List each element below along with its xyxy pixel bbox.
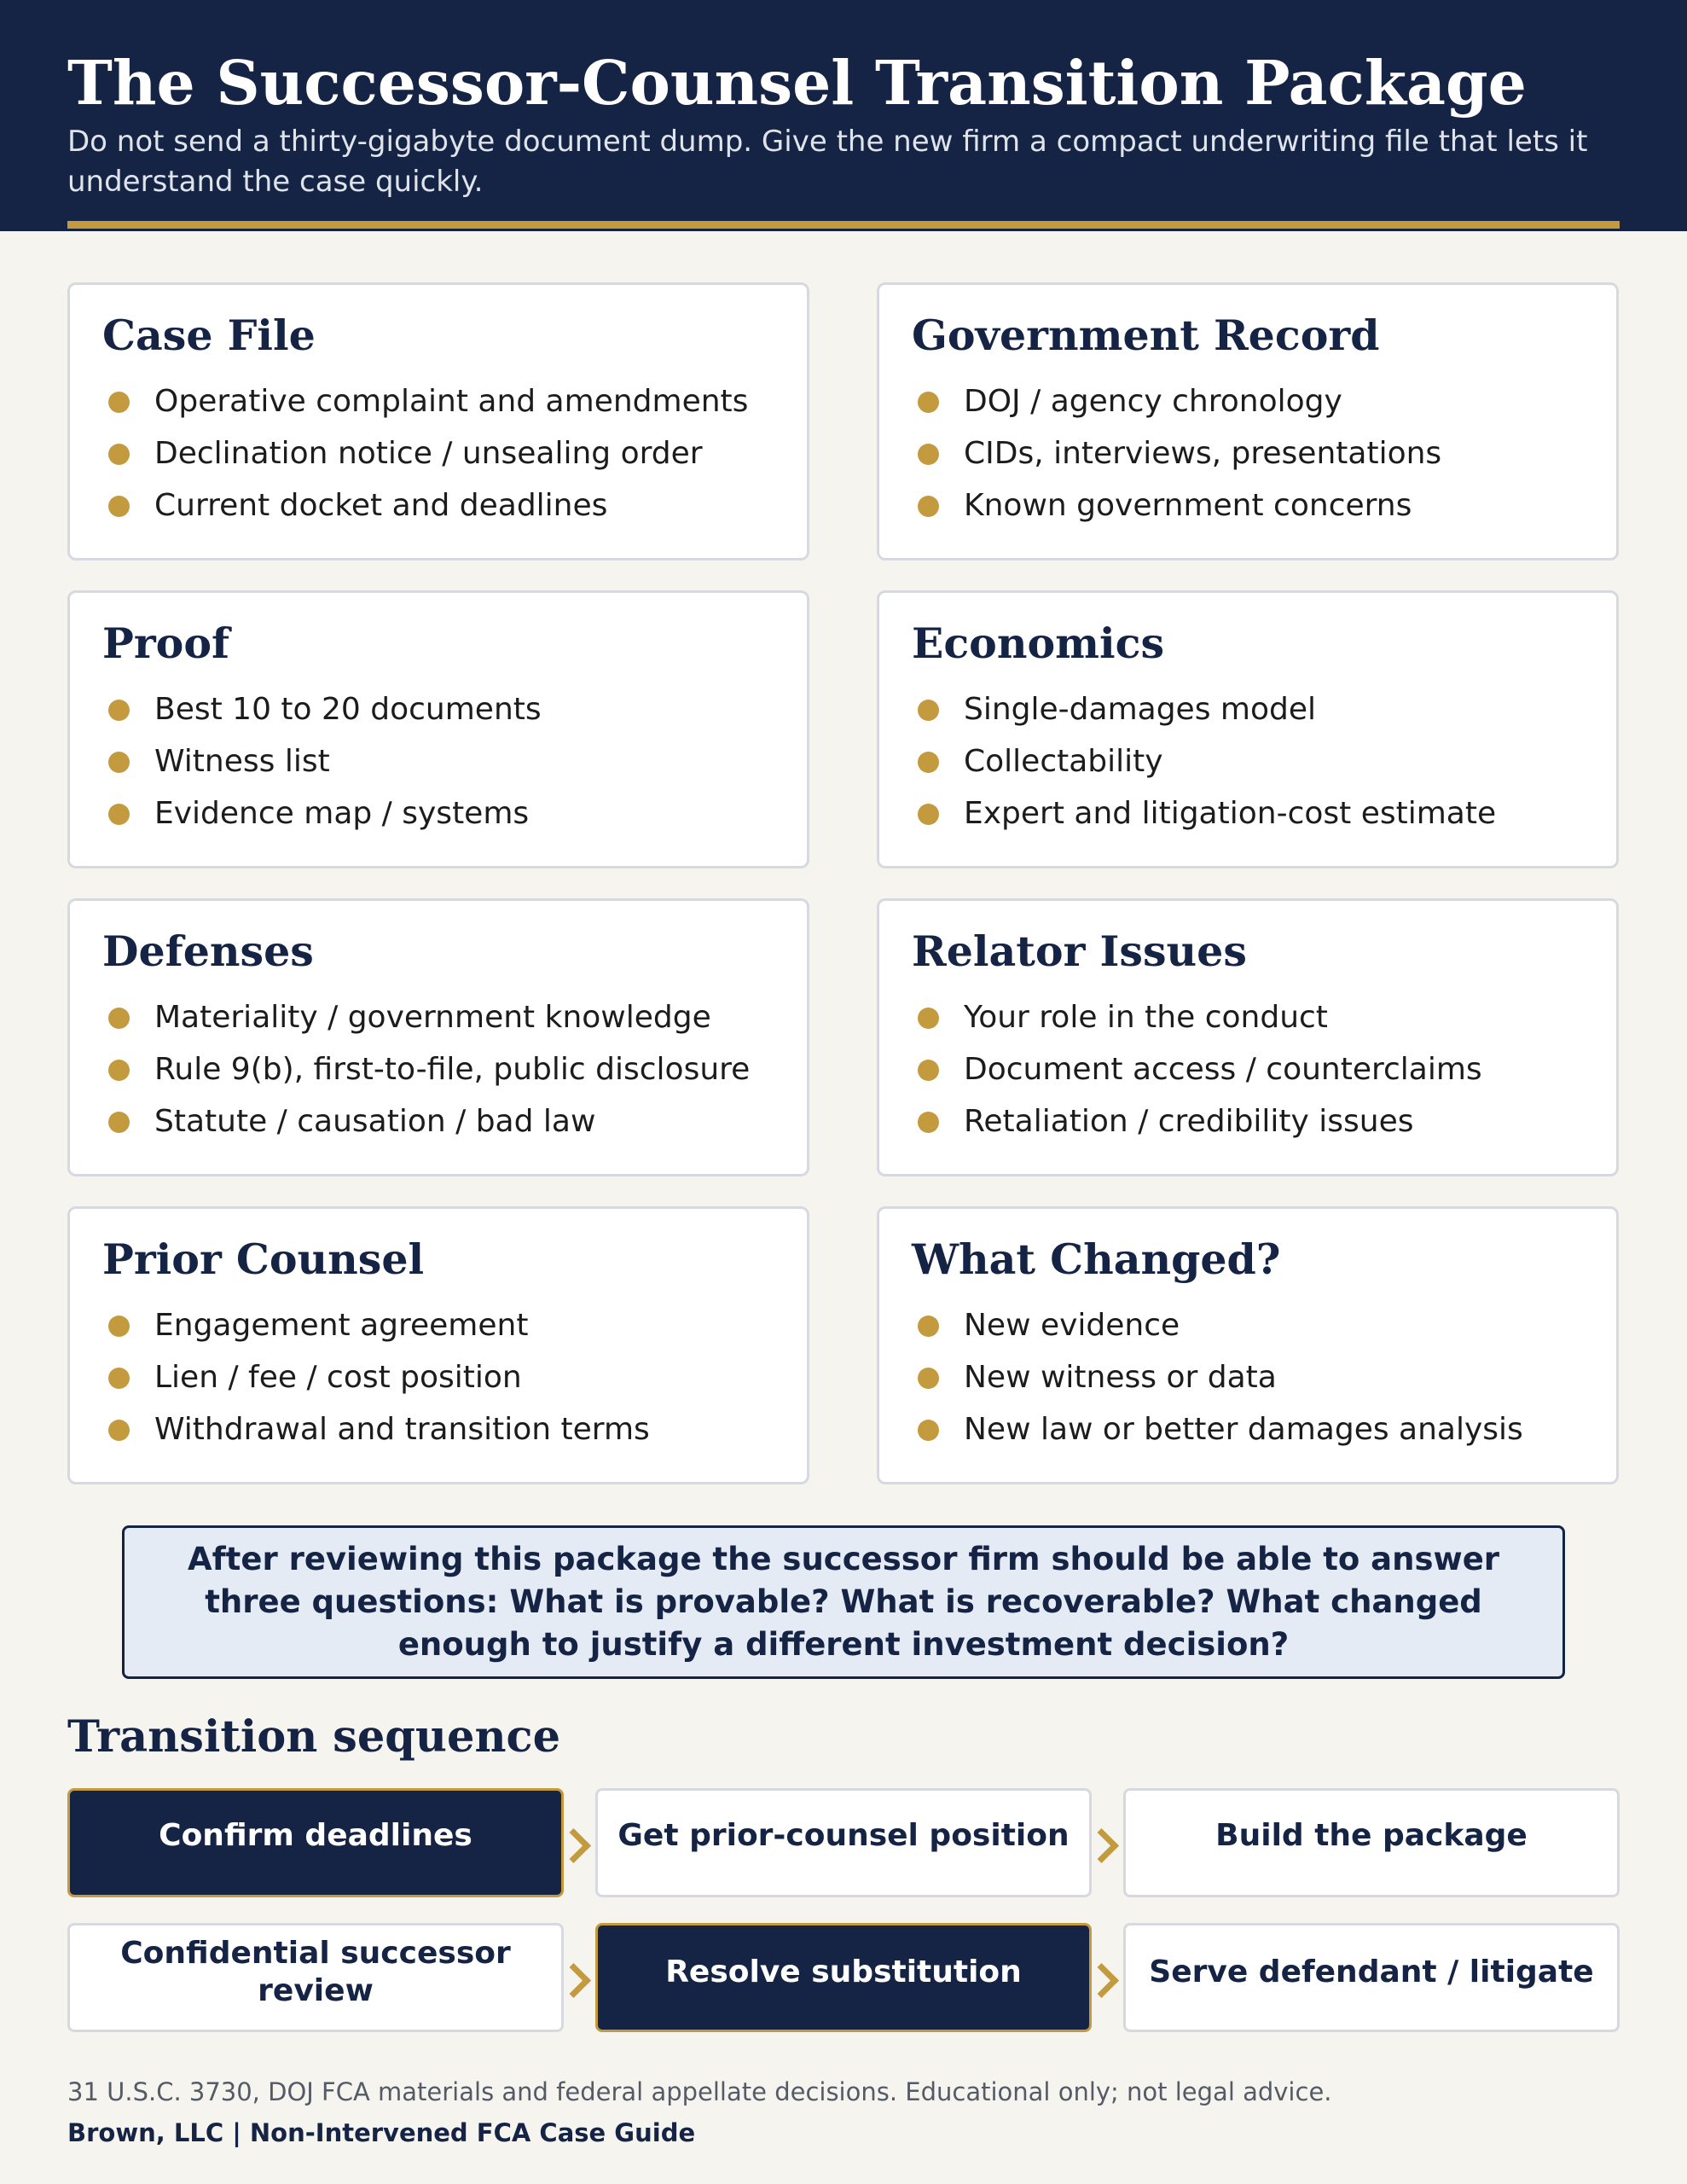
step-get-prior-counsel-position [595,1788,1092,1897]
step-resolve-substitution [595,1923,1092,2032]
bullet-dot-icon [918,444,939,465]
card-proof [67,590,809,868]
key-questions-callout [122,1525,1565,1679]
sequence-heading: Transition sequence [67,1711,561,1763]
list-item-text: Withdrawal and transition terms [154,1412,650,1447]
bullet-dot-icon [918,1316,939,1337]
bullet-dot-icon [108,444,130,465]
list-item-text: New witness or data [964,1360,1277,1395]
page-header [0,0,1687,231]
bullet-dot-icon [108,1368,130,1389]
list-item-text: Best 10 to 20 documents [154,692,542,727]
card-government-record [877,282,1619,561]
card-defenses [67,898,809,1176]
list-item-text: Document access / counterclaims [964,1052,1482,1087]
list-item-text: CIDs, interviews, presentations [964,436,1442,471]
callout-text: After reviewing this package the successor firm should be able to answer three questions: What is provable? What is recoverable? What changed enough to justify a different investment decision? [187,1541,1500,1663]
step-serve-defendant-litigate [1123,1923,1620,2032]
list-item-text: Rule 9(b), first-to-file, public disclosure [154,1052,751,1087]
list-item-text: New evidence [964,1308,1180,1343]
bullet-dot-icon [108,496,130,517]
card-title: Case File [102,311,316,360]
bullet-dot-icon [918,1060,939,1081]
list-item-text: New law or better damages analysis [964,1412,1523,1447]
list-item-text: Your role in the conduct [964,1000,1328,1035]
step-label: Serve defendant / litigate [1149,1955,1594,1989]
bullet-dot-icon [918,1368,939,1389]
list-item-text: Operative complaint and amendments [154,384,749,419]
list-item-text: Single-damages model [964,692,1316,727]
card-title: Prior Counsel [102,1234,425,1284]
page-title: The Successor-Counsel Transition Package [67,47,1527,119]
card-relator-issues [877,898,1619,1176]
bullet-dot-icon [108,1316,130,1337]
card-title: Economics [912,619,1165,668]
bullet-dot-icon [918,700,939,721]
card-title: Proof [102,619,230,668]
list-item-text: Retaliation / credibility issues [964,1104,1414,1139]
step-label: Build the package [1215,1818,1528,1853]
list-item-text: Materiality / government knowledge [154,1000,711,1035]
list-item-text: DOJ / agency chronology [964,384,1342,419]
card-prior-counsel [67,1206,809,1484]
bullet-dot-icon [108,392,130,413]
card-title: What Changed? [912,1234,1281,1284]
bullet-dot-icon [918,392,939,413]
card-title: Relator Issues [912,926,1247,976]
bullet-dot-icon [108,752,130,773]
card-what-changed [877,1206,1619,1484]
bullet-dot-icon [108,700,130,721]
list-item-text: Current docket and deadlines [154,488,608,523]
list-item-text: Engagement agreement [154,1308,529,1343]
list-item-text: Evidence map / systems [154,796,530,831]
list-item-text: Witness list [154,744,330,779]
bullet-dot-icon [108,1008,130,1029]
bullet-dot-icon [918,496,939,517]
bullet-dot-icon [108,1420,130,1441]
step-label: Get prior-counsel position [617,1818,1070,1853]
bullet-dot-icon [918,1008,939,1029]
step-label: Resolve substitution [665,1955,1022,1989]
card-case-file [67,282,809,561]
bullet-dot-icon [918,752,939,773]
bullet-dot-icon [918,1420,939,1441]
bullet-dot-icon [918,804,939,825]
bullet-dot-icon [108,804,130,825]
page-subtitle: Do not send a thirty-gigabyte document dump. Give the new firm a compact underwriting file that lets it understand the case quickly. [67,125,1588,199]
step-label: Confirm deadlines [159,1818,472,1853]
bullet-dot-icon [108,1060,130,1081]
step-confidential-successor-review [67,1923,564,2032]
list-item-text: Expert and litigation-cost estimate [964,796,1497,831]
list-item-text: Declination notice / unsealing order [154,436,703,471]
bullet-dot-icon [108,1112,130,1133]
step-label: Confidential successor review [120,1936,511,2008]
step-confirm-deadlines [67,1788,564,1897]
bullet-dot-icon [918,1112,939,1133]
step-build-the-package [1123,1788,1620,1897]
header-divider [67,221,1620,229]
card-title: Defenses [102,926,314,976]
card-title: Government Record [912,311,1380,360]
card-economics [877,590,1619,868]
list-item-text: Collectability [964,744,1163,779]
source-note: 31 U.S.C. 3730, DOJ FCA materials and federal appellate decisions. Educational only; not legal advice. [67,2077,1332,2106]
brand-footer: Brown, LLC | Non-Intervened FCA Case Guide [67,2118,696,2147]
list-item-text: Known government concerns [964,488,1412,523]
list-item-text: Statute / causation / bad law [154,1104,596,1139]
list-item-text: Lien / fee / cost position [154,1360,522,1395]
